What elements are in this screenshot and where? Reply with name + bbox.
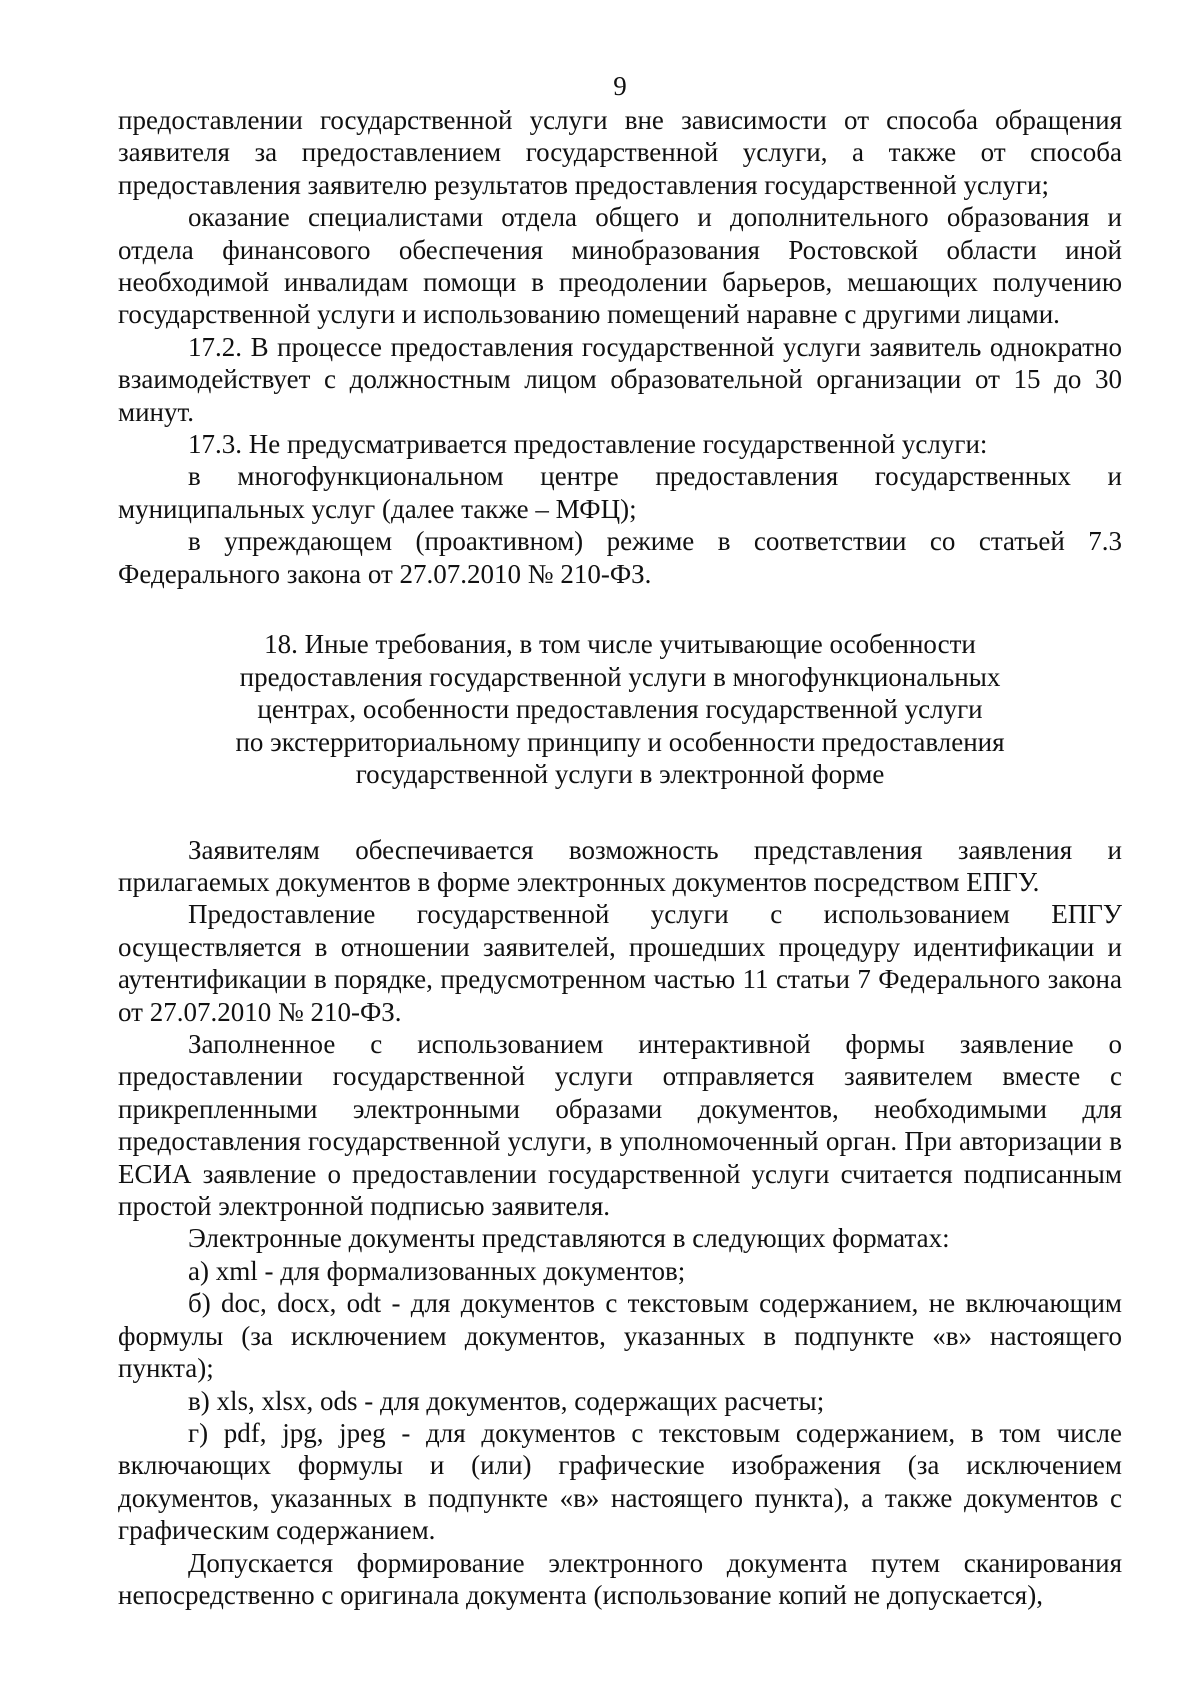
section-bottom bbox=[118, 834, 1122, 1612]
paragraph: предоставлении государственной услуги вне зависимости от способа обращения заявителя за предоставлением государственной услуги, а также от способа предоставления заявителю результатов предоставления государственной услуги; bbox=[118, 105, 1122, 200]
heading-line: 18. Иные требования, в том числе учитывающие особенности bbox=[264, 629, 976, 660]
paragraph: Допускается формирование электронного документа путем сканирования непосредственно с оригинала документа (использование копий не допускается), bbox=[118, 1547, 1122, 1610]
paragraph: г) pdf, jpg, jpeg - для документов с текстовым содержанием, в том числе включающих формулы и (или) графические изображения (за исключением документов, указанных в подпункте «в» настоящего пункта), а также документов с графическим содержанием. bbox=[118, 1417, 1122, 1546]
paragraph: а) xml - для формализованных документов; bbox=[188, 1255, 686, 1286]
heading-line: центрах, особенности предоставления государственной услуги bbox=[257, 694, 983, 725]
paragraph: Заполненное с использованием интерактивной формы заявление о предоставлении государственной услуги отправляется заявителем вместе с прикрепленными электронными образами документов, необходимыми для предоставления государственной услуги, в уполномоченный орган. При авторизации в ЕСИА заявление о предоставлении государственной услуги считается подписанным простой электронной подписью заявителя. bbox=[118, 1029, 1122, 1222]
paragraph: б) doc, docx, odt - для документов с текстовым содержанием, не включающим формулы (за исключением документов, указанных в подпункте «в» настоящего пункта); bbox=[118, 1288, 1122, 1384]
page-number: 9 bbox=[613, 71, 627, 101]
heading-line: государственной услуги в электронной форме bbox=[355, 759, 885, 790]
document-page bbox=[118, 70, 1122, 1611]
section-top bbox=[118, 104, 1122, 590]
paragraph: 17.2. В процессе предоставления государственной услуги заявитель однократно взаимодействует с должностным лицом образовательной организации от 15 до 30 минут. bbox=[118, 331, 1122, 427]
paragraph: в многофункциональном центре предоставления государственных и муниципальных услуг (далее также – МФЦ); bbox=[118, 461, 1122, 524]
heading-line: предоставления государственной услуги в многофункциональных bbox=[239, 661, 1001, 692]
paragraph: оказание специалистами отдела общего и дополнительного образования и отдела финансового обеспечения минобразования Ростовской области иной необходимой инвалидам помощи в преодолении барьеров, мешающих получению государственной услуги и использованию помещений наравне с другими лицами. bbox=[118, 202, 1122, 330]
section-heading bbox=[118, 628, 1122, 791]
paragraph: Электронные документы представляются в следующих форматах: bbox=[188, 1223, 950, 1254]
paragraph: Заявителям обеспечивается возможность представления заявления и прилагаемых документов в форме электронных документов посредством ЕПГУ. bbox=[118, 834, 1122, 897]
paragraph: 17.3. Не предусматривается предоставление государственной услуги: bbox=[188, 429, 988, 460]
paragraph: в упреждающем (проактивном) режиме в соответствии со статьей 7.3 Федерального закона от 27.07.2010 № 210-ФЗ. bbox=[118, 526, 1122, 589]
paragraph: в) xls, xlsx, ods - для документов, содержащих расчеты; bbox=[188, 1385, 825, 1416]
paragraph: Предоставление государственной услуги с использованием ЕПГУ осуществляется в отношении заявителей, прошедших процедуру идентификации и аутентификации в порядке, предусмотренном частью 11 статьи 7 Федерального закона от 27.07.2010 № 210-ФЗ. bbox=[118, 899, 1122, 1027]
heading-line: по экстерриториальному принципу и особенности предоставления bbox=[235, 726, 1005, 757]
